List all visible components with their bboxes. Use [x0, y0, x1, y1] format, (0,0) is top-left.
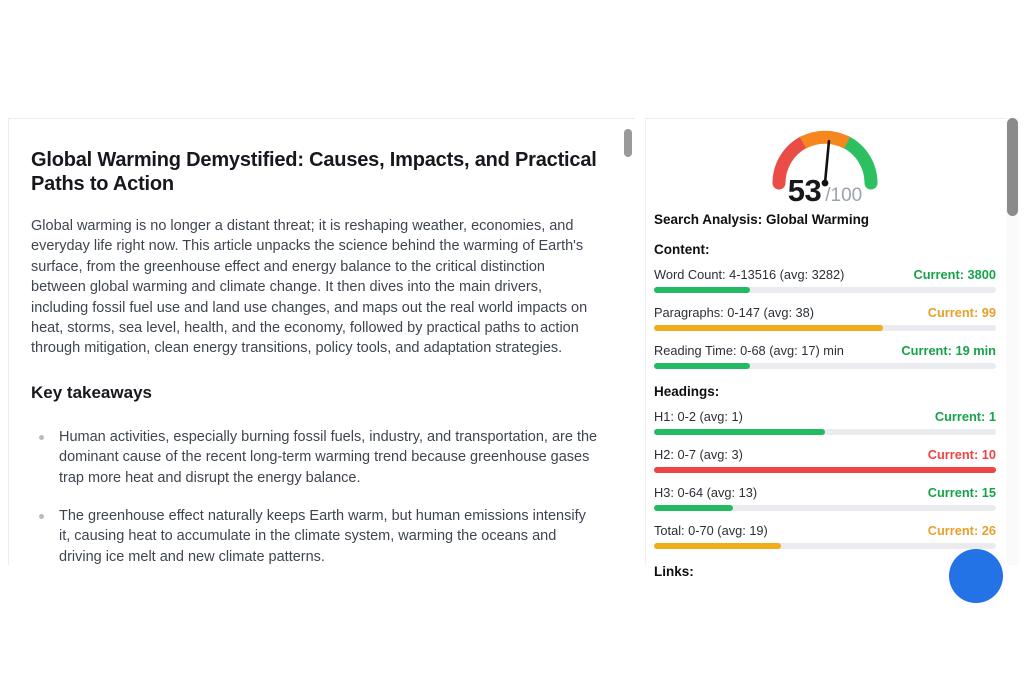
metric-row — [654, 523, 996, 549]
metric-row — [654, 267, 996, 293]
metric-progress-track — [654, 505, 996, 511]
metric-row — [654, 447, 996, 473]
gauge-segment-orange — [803, 137, 847, 143]
floating-action-button[interactable] — [949, 549, 1003, 603]
document-panel — [8, 118, 635, 565]
metric-label: H2: 0-7 (avg: 3) — [654, 447, 743, 462]
analysis-sections — [654, 242, 996, 579]
section-heading: Content: — [654, 242, 710, 257]
metric-label: Paragraphs: 0-147 (avg: 38) — [654, 305, 815, 320]
analysis-title: Search Analysis: Global Warming — [654, 212, 870, 227]
metric-progress-fill — [654, 287, 750, 293]
metric-progress-track — [654, 287, 996, 293]
metric-current-value: Current: 26 — [927, 523, 996, 538]
document-title: Global Warming Demystified: Causes, Impacts, and Practical Paths to Action — [31, 149, 597, 195]
key-takeaways-heading: Key takeaways — [31, 382, 152, 402]
metric-progress-fill — [654, 429, 825, 435]
metric-progress-track — [654, 467, 996, 473]
metric-label: Word Count: 4-13516 (avg: 3282) — [654, 267, 845, 282]
metric-label: Total: 0-70 (avg: 19) — [654, 523, 768, 538]
gauge-score-max: /100 — [825, 185, 863, 206]
metric-progress-track — [654, 363, 996, 369]
metric-current-value: Current: 10 — [927, 447, 996, 462]
takeaway-item: The greenhouse effect naturally keeps Earth warm, but human emissions intensify it, causing heat to accumulate in the climate system, warming the oceans and driving ice melt and new climate patterns. — [31, 506, 601, 567]
metric-current-value: Current: 15 — [927, 485, 996, 500]
metric-row — [654, 409, 996, 435]
search-analysis-panel — [645, 118, 1006, 579]
gauge-score — [654, 173, 996, 209]
metric-progress-fill — [654, 363, 750, 369]
takeaway-item: Human activities, especially burning fossil fuels, industry, and transportation, are the dominant cause of the recent long-term warming trend because greenhouse gases trap more heat and disrupt the energy balance. — [31, 427, 601, 488]
metric-current-value: Current: 99 — [927, 305, 996, 320]
metric-current-value: Current: 3800 — [913, 267, 996, 282]
metric-progress-fill — [654, 325, 883, 331]
metric-current-value: Current: 19 min — [901, 343, 996, 358]
metric-progress-track — [654, 543, 996, 549]
document-intro-paragraph: Global warming is no longer a distant threat; it is reshaping weather, economies, and everyday life right now. This article unpacks the science behind the warming of Earth's surface, from the greenhouse effect and energy balance to the critical distinction between global warming and climate change. It then dives into the main drivers, including fossil fuel use and land use changes, and maps out the real world impacts on heat, storms, sea level, health, and the economy, followed by practical paths to action through mitigation, clean energy transitions, policy tools, and adaptation strategies. — [31, 218, 588, 357]
metric-progress-fill — [654, 543, 781, 549]
metric-progress-fill — [654, 467, 996, 473]
metric-progress-track — [654, 325, 996, 331]
document-scrollbar-thumb[interactable] — [624, 129, 632, 157]
metric-row — [654, 485, 996, 511]
metric-row — [654, 343, 996, 369]
section-heading: Links: — [654, 564, 694, 579]
metric-label: Reading Time: 0-68 (avg: 17) min — [654, 343, 844, 358]
section-heading: Headings: — [654, 384, 720, 399]
metric-row — [654, 305, 996, 331]
takeaways-list — [31, 427, 601, 567]
metric-progress-track — [654, 429, 996, 435]
metric-label: H3: 0-64 (avg: 13) — [654, 485, 758, 500]
analysis-scrollbar-thumb[interactable] — [1007, 118, 1018, 216]
metric-current-value: Current: 1 — [934, 409, 996, 424]
metric-progress-fill — [654, 505, 733, 511]
gauge-score-value: 53 — [787, 173, 822, 208]
metric-label: H1: 0-2 (avg: 1) — [654, 409, 743, 424]
